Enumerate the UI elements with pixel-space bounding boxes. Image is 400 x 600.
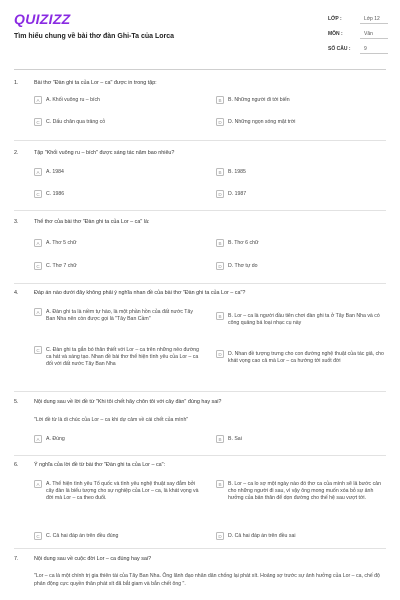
option-a[interactable] (34, 435, 204, 445)
option-letter-badge: C (34, 346, 42, 354)
question-divider (14, 210, 386, 211)
option-text: B. Những người đi tới biển (228, 96, 290, 103)
option-d[interactable] (216, 118, 386, 128)
option-text: D. Thơ tự do (228, 262, 258, 269)
question-number: 6. (14, 462, 19, 468)
question-text: Tập "Khối vuông ru – bích" được sáng tác năm bao nhiêu? (34, 150, 175, 156)
meta-underline (360, 53, 388, 54)
option-text: B. 1985 (228, 168, 246, 175)
option-a[interactable] (34, 96, 204, 106)
option-c[interactable] (34, 262, 204, 272)
option-b[interactable] (216, 312, 386, 332)
meta-grade-label: LỚP : (328, 16, 342, 22)
question-divider (14, 548, 386, 549)
option-letter-badge: B (216, 480, 224, 488)
option-text: B. Thơ 6 chữ (228, 239, 259, 246)
option-b[interactable] (216, 168, 386, 178)
option-text: C. Dấu chân qua trảng cỏ (46, 118, 106, 125)
question-number: 7. (14, 556, 19, 562)
option-a[interactable] (34, 308, 204, 334)
option-text: A. Thể hiện tình yêu Tổ quốc và tình yêu nghệ thuật say đắm bởi cây đàn là biểu tượng cho sự nghiệp của Lor – ca, là khát vọng và đời mà Lor – ca theo đuổi. (46, 480, 199, 501)
option-text: A. 1984 (46, 168, 64, 175)
question-number: 1. (14, 80, 19, 86)
question-7 (14, 556, 386, 566)
option-letter-badge: B (216, 96, 224, 104)
option-text: D. Những ngọn sóng mặt trời (228, 118, 296, 125)
option-letter-badge: D (216, 262, 224, 270)
meta-count-value: 9 (364, 46, 367, 52)
question-divider (14, 391, 386, 392)
question-5 (14, 399, 386, 451)
option-a[interactable] (34, 480, 204, 514)
option-letter-badge: D (216, 350, 224, 358)
option-c[interactable] (34, 346, 204, 380)
option-a[interactable] (34, 168, 204, 178)
option-text: B. Sai (228, 435, 242, 442)
option-letter-badge: A (34, 168, 42, 176)
question-text: Đáp án nào dưới đây không phải ý nghĩa nhan đề của bài thơ "Đàn ghi ta của Lor – ca"? (34, 290, 246, 296)
option-text: D. Cả hai đáp án trên đều sai (228, 532, 296, 539)
question-2 (14, 150, 386, 210)
question-text: Bài thơ "Đàn ghi ta của Lor – ca" được in trong tập: (34, 80, 157, 86)
option-text: D. 1987 (228, 190, 247, 197)
option-d[interactable] (216, 532, 386, 542)
option-letter-badge: D (216, 190, 224, 198)
option-c[interactable] (34, 532, 204, 542)
question-number: 5. (14, 399, 19, 405)
question-1 (14, 80, 386, 140)
option-b[interactable] (216, 435, 386, 445)
question-text: Nội dung sau về cuộc đời Lor – ca đúng hay sai? (34, 556, 152, 562)
option-letter-badge: B (216, 168, 224, 176)
question-number: 2. (14, 150, 19, 156)
option-c[interactable] (34, 190, 204, 200)
meta-grade-value: Lớp 12 (364, 16, 380, 22)
question-6 (14, 462, 386, 548)
statement-quote: "Lor – ca là một chính trị gia thiên tài của Tây Ban Nha. Ông lãnh đạo nhân dân chống lại phát xít. Hoảng sợ trước sự ảnh hưởng của Lor – ca, chế độ phản động cực quyền thân phát xít đã bắt giam và bắn chết ông ". (34, 573, 380, 587)
option-text: B. Lor – ca lo sợ một ngày nào đó thơ ca của mình sẽ lả bước cản cho những người đi sau, vì vậy ông mong muốn xóa bỏ sự ảnh hưởng của bản thân để dọn đường cho thế hệ sau vượt tới. (228, 480, 381, 501)
option-letter-badge: A (34, 480, 42, 488)
question-text: Ý nghĩa của lời đề từ bài thơ "Đàn ghi ta của Lor – ca": (34, 462, 166, 468)
option-text: C. Thơ 7 chữ (46, 262, 77, 269)
question-3 (14, 219, 386, 281)
meta-subject-label: MÔN : (328, 31, 343, 37)
option-letter-badge: C (34, 532, 42, 540)
option-letter-badge: A (34, 239, 42, 247)
meta-count-label: SỐ CÂU : (328, 46, 351, 52)
option-letter-badge: B (216, 312, 224, 320)
question-divider (14, 455, 386, 456)
option-letter-badge: C (34, 118, 42, 126)
question-number: 4. (14, 290, 19, 296)
option-b[interactable] (216, 239, 386, 249)
option-letter-badge: B (216, 435, 224, 443)
option-letter-badge: C (34, 262, 42, 270)
option-letter-badge: D (216, 532, 224, 540)
option-text: C. Cả hai đáp án trên đều đúng (46, 532, 119, 539)
option-letter-badge: C (34, 190, 42, 198)
meta-underline (360, 38, 388, 39)
option-d[interactable] (216, 190, 386, 200)
page-title: Tìm hiểu chung về bài thơ đàn Ghi-Ta của Lorca (14, 33, 175, 40)
option-text: C. Đàn ghi ta gắn bó thân thiết với Lor – ca trên những nẻo đường ca hát và sáng tạo. Nhan đề bài thơ thể hiện tình yêu của Lor – ca đối với đất nước Tây Ban Nha (46, 346, 200, 367)
question-text: Nội dung sau về lời đề từ "Khi tôi chết hãy chôn tôi với cây đàn" đúng hay sai? (34, 399, 222, 405)
option-text: A. Khối vuông ru – bích (46, 96, 100, 103)
question-4 (14, 290, 386, 390)
option-letter-badge: A (34, 308, 42, 316)
option-a[interactable] (34, 239, 204, 249)
option-text: A. Đúng (46, 435, 65, 442)
option-text: C. 1986 (46, 190, 65, 197)
option-text: B. Lor – ca là người đầu tiên chơi đàn ghi ta ở Tây Ban Nha và có công quảng bá loại nhạc cụ này (228, 312, 380, 326)
question-divider (14, 140, 386, 141)
question-text: Thể thơ của bài thơ "Đàn ghi ta của Lor – ca" là: (34, 219, 150, 225)
header-divider (14, 69, 386, 70)
option-d[interactable] (216, 350, 386, 376)
option-text: A. Thơ 5 chữ (46, 239, 77, 246)
option-c[interactable] (34, 118, 204, 128)
option-letter-badge: D (216, 118, 224, 126)
question-number: 3. (14, 219, 19, 225)
meta-underline (360, 23, 388, 24)
statement-quote: "Lời đề từ là di chúc của Lor – ca khi dự cảm về cái chết của mình" (34, 417, 189, 423)
option-text: D. Nhan đề tượng trưng cho con đường nghệ thuật của tác giả, cho khát vọng cao cả mà Lor – ca hướng tới suốt đời (228, 350, 384, 364)
quizizz-logo: QUIZIZZ (14, 11, 71, 27)
question-divider (14, 283, 386, 284)
option-letter-badge: A (34, 96, 42, 104)
option-text: A. Đàn ghi ta là niềm tự hào, là một phần hồn của đất nước Tây Ban Nha nên còn được gọi là "Tây Ban Cầm" (46, 308, 193, 322)
worksheet-header (0, 0, 400, 68)
option-letter-badge: A (34, 435, 42, 443)
option-letter-badge: B (216, 239, 224, 247)
option-d[interactable] (216, 262, 386, 272)
option-b[interactable] (216, 96, 386, 106)
option-b[interactable] (216, 480, 386, 514)
meta-subject-value: Văn (364, 31, 373, 37)
